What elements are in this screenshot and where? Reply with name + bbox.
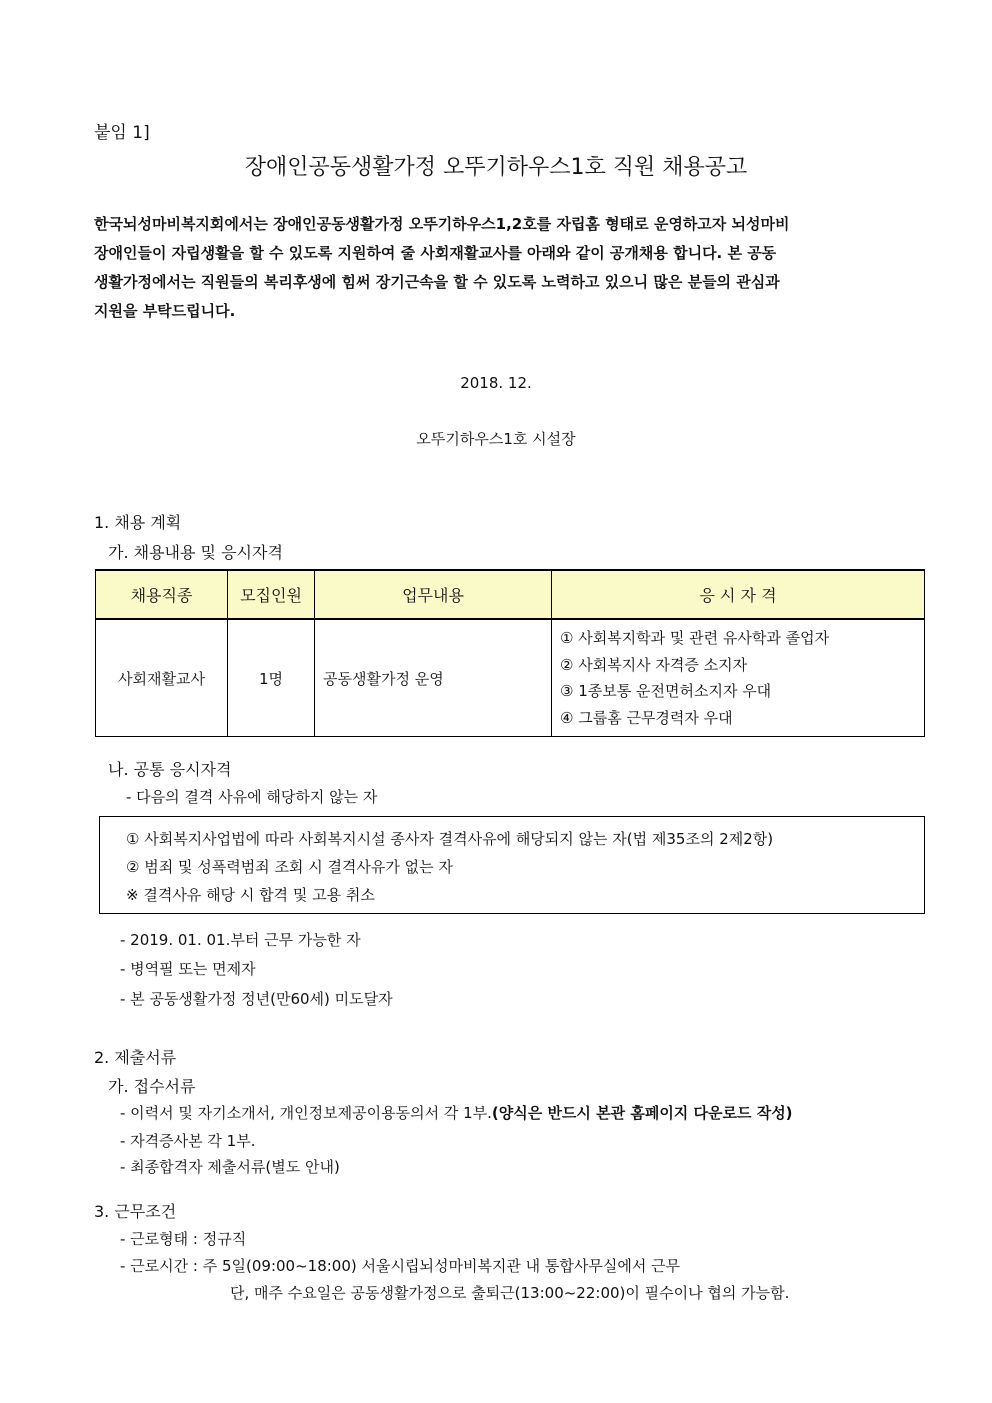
list-item: - 근로시간 : 주 5일(09:00~18:00) 서울시립뇌성마비복지관 내 통합사무실에서 근무 xyxy=(120,1257,681,1275)
list-item xyxy=(120,1102,793,1123)
list-item: - 최종합격자 제출서류(별도 안내) xyxy=(120,1158,340,1176)
box-line: ② 범죄 및 성폭력범죄 조회 시 결격사유가 없는 자 xyxy=(126,858,453,876)
disqualification-box xyxy=(99,816,925,914)
intro-line: 장애인들이 자립생활을 할 수 있도록 지원하여 줄 사회재활교사를 아래와 같이 공개채용 합니다. 본 공동 xyxy=(94,244,777,262)
intro-paragraph xyxy=(94,210,899,326)
table-header: 응 시 자 격 xyxy=(552,570,925,619)
table-header: 업무내용 xyxy=(315,570,552,619)
page-title: 장애인공동생활가정 오뚜기하우스1호 직원 채용공고 xyxy=(244,155,748,180)
box-line: ① 사회복지사업법에 따라 사회복지시설 종사자 결격사유에 해당되지 않는 자(법 제35조의 2제2항) xyxy=(126,830,774,848)
section2-sub-a: 가. 접수서류 xyxy=(108,1077,196,1096)
qualification-item: ① 사회복지학과 및 관련 유사학과 졸업자 xyxy=(560,629,830,647)
section1-heading: 1. 채용 계획 xyxy=(94,513,182,532)
list-item: - 자격증사본 각 1부. xyxy=(120,1132,256,1150)
count-cell: 1명 xyxy=(228,619,315,737)
qualifications-cell xyxy=(552,619,925,737)
intro-line: 생활가정에서는 직원들의 복리후생에 힘써 장기근속을 할 수 있도록 노력하고 있으니 많은 분들의 관심과 xyxy=(94,273,780,291)
table-header: 모집인원 xyxy=(228,570,315,619)
attachment-label: 붙임 1] xyxy=(94,123,150,143)
section1-sub-b: 나. 공통 응시자격 xyxy=(108,760,232,779)
table-header-row xyxy=(96,570,925,619)
section2-heading: 2. 제출서류 xyxy=(94,1048,177,1067)
intro-line: 지원을 부탁드립니다. xyxy=(94,302,236,320)
announcement-date: 2018. 12. xyxy=(460,374,532,392)
list-item: - 병역필 또는 면제자 xyxy=(120,960,256,978)
list-item: - 본 공동생활가정 정년(만60세) 미도달자 xyxy=(120,990,393,1008)
section3-heading: 3. 근무조건 xyxy=(94,1202,177,1221)
list-item: - 근로형태 : 정규직 xyxy=(120,1230,247,1248)
intro-line: 한국뇌성마비복지회에서는 장애인공동생활가정 오뚜기하우스1,2호를 자립홈 형태로 운영하고자 뇌성마비 xyxy=(94,215,790,233)
form-download-note: (양식은 반드시 본관 홈페이지 다운로드 작성) xyxy=(491,1104,793,1122)
qualification-item: ③ 1종보통 운전면허소지자 우대 xyxy=(560,682,772,700)
section1-sub-a: 가. 채용내용 및 응시자격 xyxy=(108,543,283,562)
table-row xyxy=(96,619,925,737)
list-item: - 2019. 01. 01.부터 근무 가능한 자 xyxy=(120,931,361,949)
qualification-item: ② 사회복지사 자격증 소지자 xyxy=(560,655,748,674)
signer: 오뚜기하우스1호 시설장 xyxy=(416,430,576,448)
qualification-item: ④ 그룹홈 근무경력자 우대 xyxy=(560,708,733,727)
duty-cell: 공동생활가정 운영 xyxy=(315,619,552,737)
table-header: 채용직종 xyxy=(96,570,228,619)
recruitment-table xyxy=(95,569,925,737)
common-intro: - 다음의 결격 사유에 해당하지 않는 자 xyxy=(126,788,378,806)
document-item-text: - 이력서 및 자기소개서, 개인정보제공이용동의서 각 1부. xyxy=(120,1104,492,1122)
job-cell: 사회재활교사 xyxy=(96,619,228,737)
box-line: ※ 결격사유 해당 시 합격 및 고용 취소 xyxy=(126,886,375,904)
list-item-continuation: 단, 매주 수요일은 공동생활가정으로 출퇴근(13:00~22:00)이 필수이나 협의 가능함. xyxy=(230,1284,790,1302)
